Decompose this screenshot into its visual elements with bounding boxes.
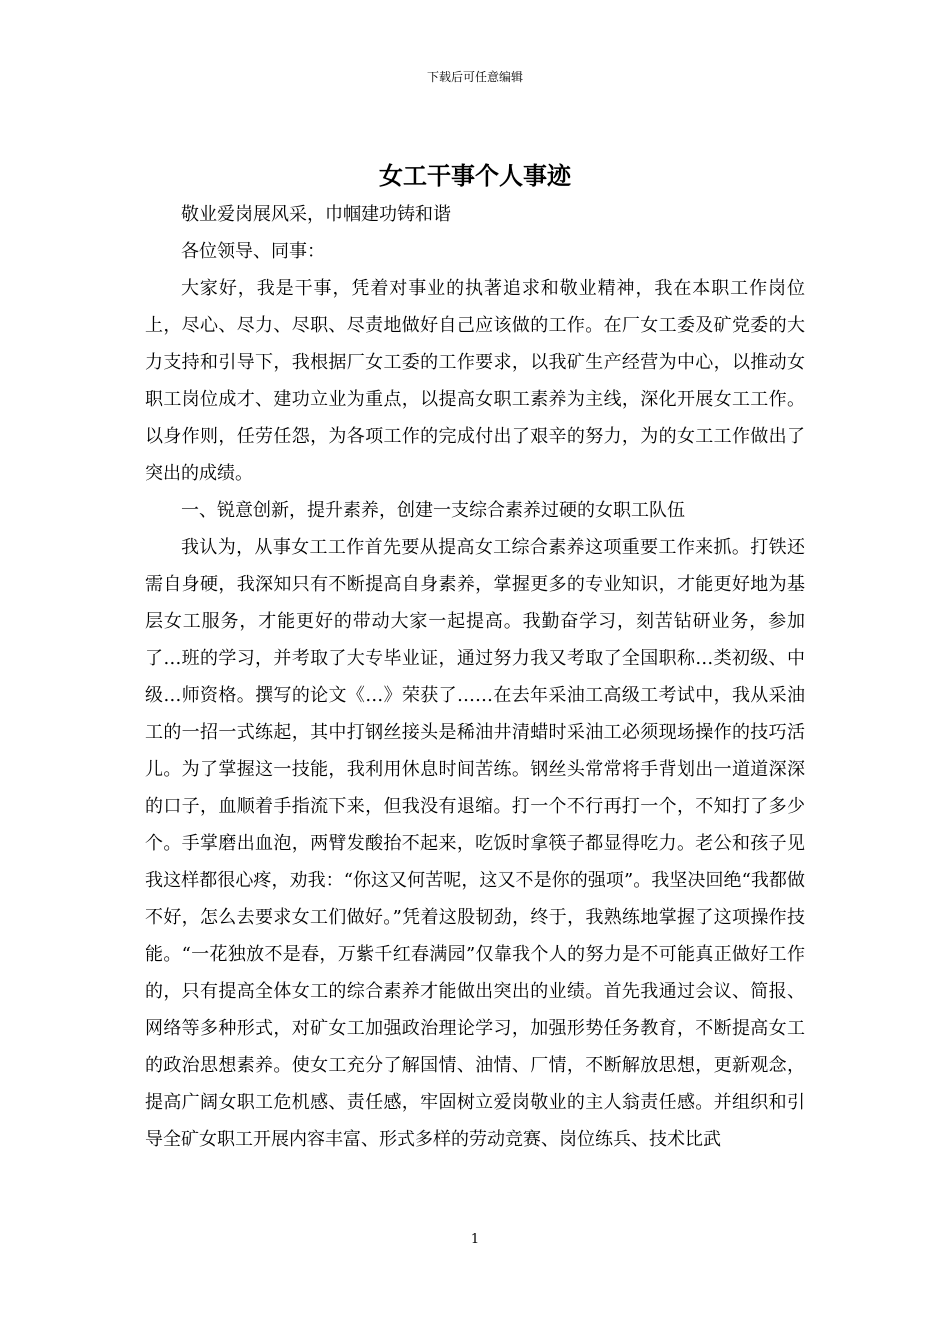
page-header: 下载后可任意编辑	[426, 70, 523, 84]
document-body	[145, 196, 805, 1158]
section-heading: 一、锐意创新，提升素养，创建一支综合素养过硬的女职工队伍	[181, 500, 685, 521]
subtitle-paragraph: 敬业爱岗展风采，巾帼建功铸和谐	[181, 204, 451, 225]
salutation-paragraph: 各位领导、同事：	[181, 241, 325, 262]
body-paragraph: 我认为，从事女工工作首先要从提高女工综合素养这项重要工作来抓。打铁还需自身硬，我深知只有不断提高自身素养，掌握更多的专业知识，才能更好地为基层女工服务，才能更好的带动大家一起提高。我勤奋学习，刻苦钻研业务，参加了…班的学习，并考取了大专毕业证，通过努力我又考取了全国职称…类初级、中级…师资格。撰写的论文《…》荣获了……在去年采油工高级工考试中，我从采油工的一招一式练起，其中打钢丝接头是稀油井清蜡时采油工必须现场操作的技巧活儿。为了掌握这一技能，我利用休息时间苦练。钢丝头常常将手背划出一道道深深的口子，血顺着手指流下来，但我没有退缩。打一个不行再打一个，不知打了多少个。手掌磨出血泡，两臂发酸抬不起来，吃饭时拿筷子都显得吃力。老公和孩子见我这样都很心疼，劝我：“你这又何苦呢，这又不是你的强项”。我坚决回绝“我都做不好，怎么去要求女工们做好。”凭着这股韧劲，终于，我熟练地掌握了这项操作技能。“一花独放不是春，万紫千红春满园”仅靠我个人的努力是不可能真正做好工作的，只有提高全体女工的综合素养才能做出突出的业绩。首先我通过会议、简报、网络等多种形式，对矿女工加强政治理论学习，加强形势任务教育，不断提高女工的政治思想素养。使女工充分了解国情、油情、厂情，不断解放思想，更新观念，提高广阔女职工危机感、责任感，牢固树立爱岗敬业的主人翁责任感。并组织和引导全矿女职工开展内容丰富、形式多样的劳动竞赛、岗位练兵、技术比武	[145, 537, 805, 1150]
intro-paragraph: 大家好，我是干事，凭着对事业的执著追求和敬业精神，我在本职工作岗位上，尽心、尽力、尽职、尽责地做好自己应该做的工作。在厂女工委及矿党委的大力支持和引导下，我根据厂女工委的工作要求，以我矿生产经营为中心，以推动女职工岗位成才、建功立业为重点，以提高女职工素养为主线，深化开展女工工作。以身作则，任劳任怨，为各项工作的完成付出了艰辛的努力，为的女工工作做出了突出的成绩。	[145, 278, 805, 484]
document-title: 女工干事个人事迹	[379, 161, 571, 190]
page-number: 1	[470, 1232, 480, 1247]
